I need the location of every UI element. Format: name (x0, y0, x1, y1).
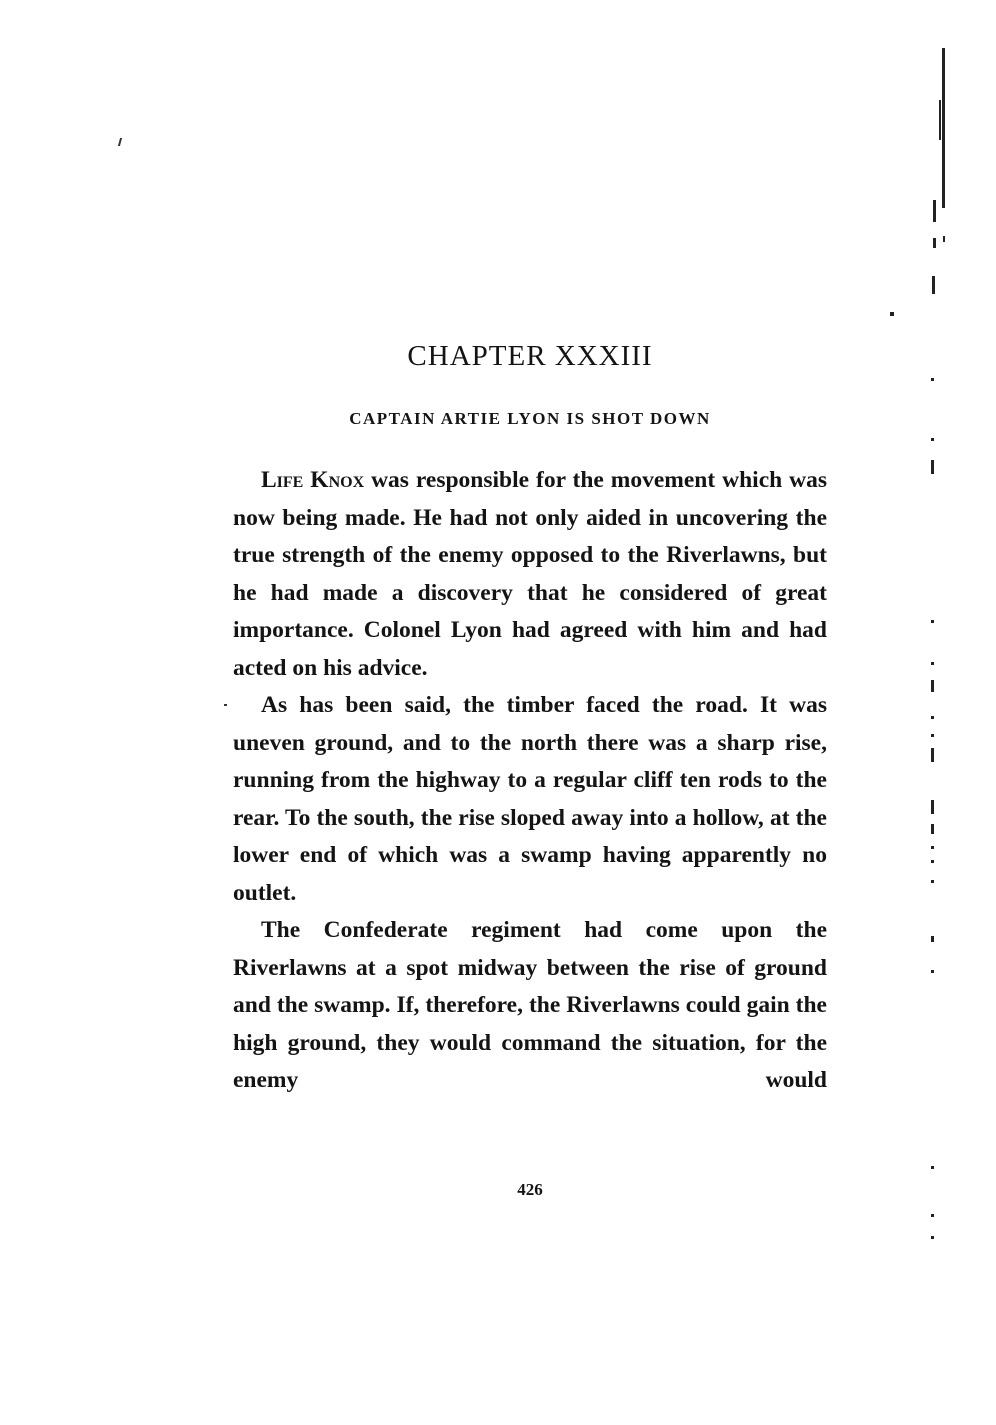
lead-word-2: Knox (310, 467, 365, 493)
body-text (233, 462, 827, 1100)
chapter-title: CHAPTER XXXIII (407, 340, 653, 372)
page-number: 426 (517, 1180, 543, 1199)
scan-mark (224, 704, 227, 706)
paragraph-2: As has been said, the timber faced the road. It was uneven ground, and to the north there was a sharp rise, running from the highway to a regular cliff ten rods to the rear. To the south, the rise sloped away into a hollow, at the lower end of which was a swamp having apparently no outlet. (233, 692, 827, 906)
paragraph-1 (233, 462, 827, 687)
chapter-subtitle: CAPTAIN ARTIE LYON IS SHOT DOWN (349, 409, 711, 428)
lead-word-1: Life (261, 467, 304, 493)
scan-mark (118, 138, 122, 146)
paragraph-1-text: was responsible for the movement which was now being made. He had not only aided in uncovering the true strength of the enemy opposed to the Riverlawns, but he had made a discovery that he considered of great importance. Colonel Lyon had agreed with him and had acted on his advice. (233, 467, 827, 681)
paragraph-3: The Confederate regiment had come upon the Riverlawns at a spot midway between the rise of ground and the swamp. If, therefore, the Riverlawns could gain the high ground, they would command the situation, for the enemy would (233, 917, 827, 1093)
scan-edge-marks (925, 40, 950, 1340)
